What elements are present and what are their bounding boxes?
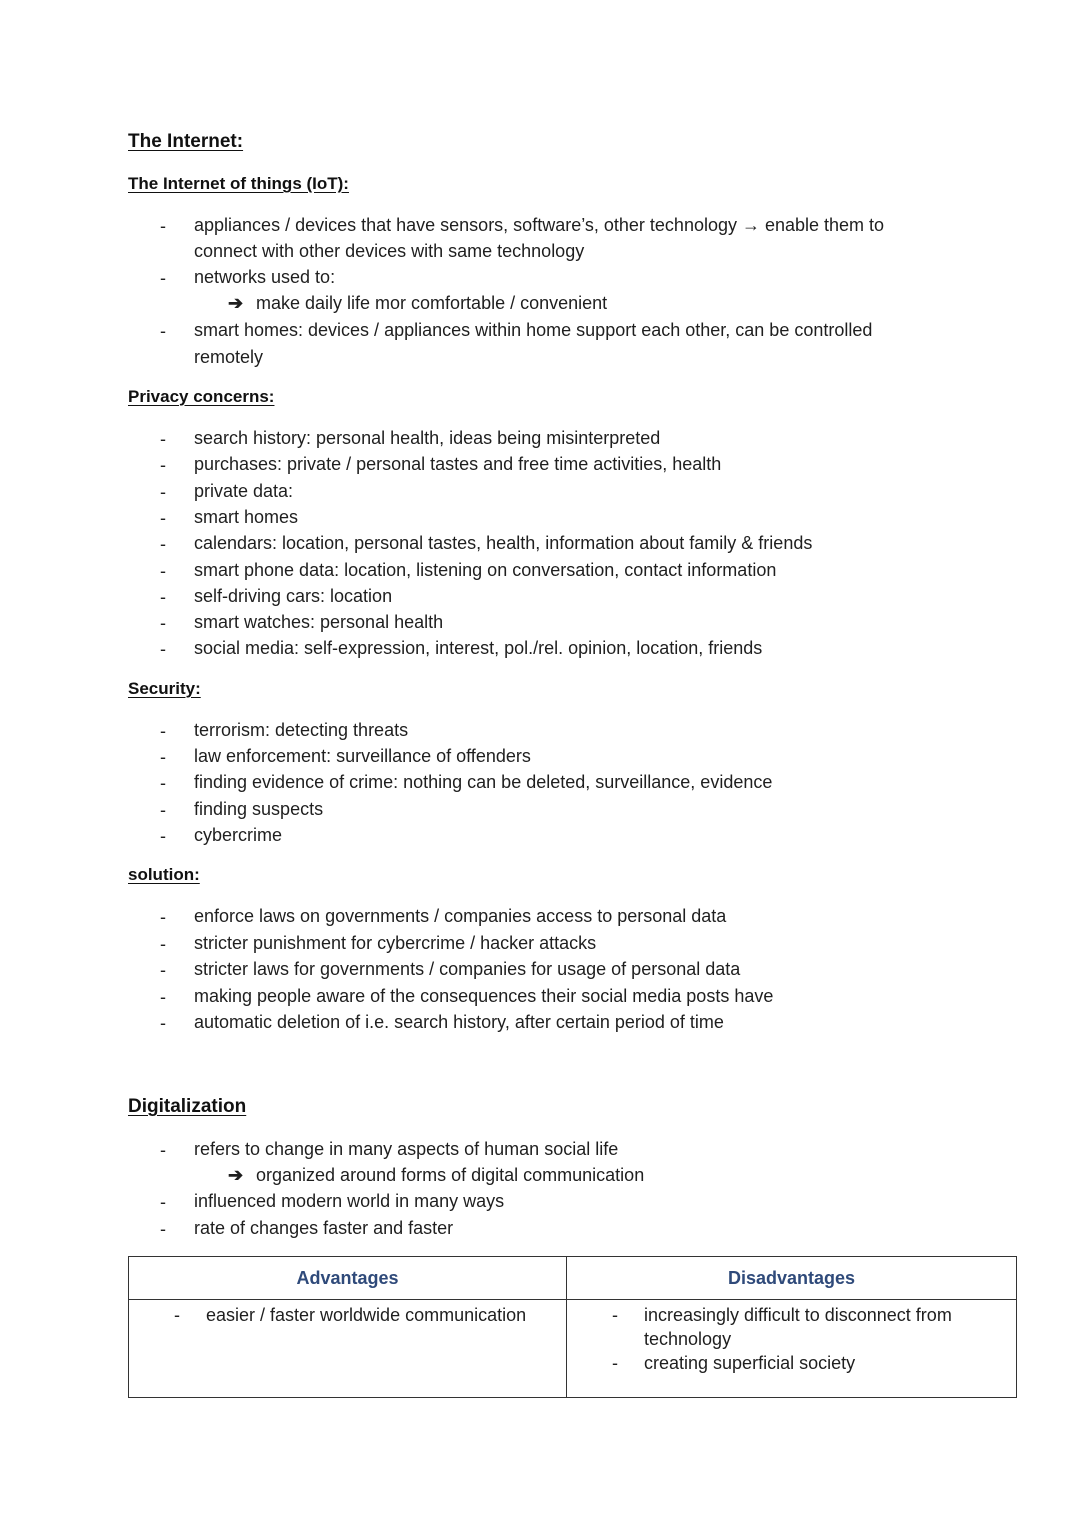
page-title: The Internet: <box>128 131 244 152</box>
disadvantage-text: creating superficial society <box>644 1353 856 1373</box>
iot-item: connect with other devices with same technology <box>194 241 585 261</box>
bullet-dash: - <box>160 482 166 502</box>
digitalization-item: influenced modern world in many ways <box>194 1191 505 1211</box>
digitalization-item: rate of changes faster and faster <box>194 1218 454 1238</box>
bullet-dash: - <box>160 508 166 528</box>
right-arrow-icon: ➔ <box>228 1165 244 1185</box>
advantage-text: easier / faster worldwide communication <box>206 1305 527 1325</box>
bullet-dash: - <box>160 1013 166 1033</box>
iot-item: networks used to: <box>194 267 336 287</box>
privacy-item: smart homes <box>194 507 299 527</box>
bullet-dash: - <box>160 747 166 767</box>
disadvantage-item <box>568 1303 1015 1351</box>
bullet-dash: - <box>160 826 166 846</box>
iot-item: smart homes: devices / appliances within home support each other, can be controlled <box>194 320 873 340</box>
bullet-dash: - <box>160 561 166 581</box>
iot-heading: The Internet of things (IoT): <box>128 174 349 193</box>
digitalization-item: refers to change in many aspects of human social life <box>194 1139 619 1159</box>
bullet-dash: - <box>160 455 166 475</box>
bullet-dash: - <box>160 534 166 554</box>
privacy-heading: Privacy concerns: <box>128 387 275 406</box>
security-item: finding suspects <box>194 799 324 819</box>
privacy-item: smart phone data: location, listening on conversation, contact information <box>194 560 777 580</box>
bullet-dash: - <box>160 960 166 980</box>
digitalization-subitem <box>228 1164 644 1186</box>
privacy-item: private data: <box>194 481 294 501</box>
solution-item: stricter punishment for cybercrime / hacker attacks <box>194 933 597 953</box>
advantages-header: Advantages <box>129 1257 567 1300</box>
disadvantage-text-continued: technology <box>644 1329 732 1349</box>
privacy-item: purchases: private / personal tastes and free time activities, health <box>194 454 722 474</box>
bullet-dash: - <box>174 1305 180 1325</box>
bullet-dash: - <box>160 907 166 927</box>
bullet-dash: - <box>612 1305 618 1325</box>
security-item: finding evidence of crime: nothing can be deleted, surveillance, evidence <box>194 772 773 792</box>
iot-subitem-text: make daily life mor comfortable / convenient <box>256 293 608 313</box>
security-item: cybercrime <box>194 825 283 845</box>
right-arrow-icon: ➔ <box>228 293 244 313</box>
bullet-dash: - <box>160 1219 166 1239</box>
bullet-dash: - <box>160 429 166 449</box>
iot-item: remotely <box>194 347 264 367</box>
privacy-item: calendars: location, personal tastes, health, information about family & friends <box>194 533 813 553</box>
bullet-dash: - <box>612 1353 618 1373</box>
privacy-item: self-driving cars: location <box>194 586 393 606</box>
bullet-dash: - <box>160 1140 166 1160</box>
solution-heading: solution: <box>128 865 200 884</box>
disadvantages-header: Disadvantages <box>567 1257 1017 1300</box>
solution-item: enforce laws on governments / companies access to personal data <box>194 906 727 926</box>
iot-item: appliances / devices that have sensors, software’s, other technology → enable them to <box>194 215 885 235</box>
solution-item: automatic deletion of i.e. search history, after certain period of time <box>194 1012 724 1032</box>
solution-item: making people aware of the consequences their social media posts have <box>194 986 774 1006</box>
disadvantages-cell <box>567 1300 1017 1398</box>
security-item: terrorism: detecting threats <box>194 720 409 740</box>
disadvantage-item <box>568 1351 1015 1375</box>
bullet-dash: - <box>160 321 166 341</box>
advantages-disadvantages-table <box>128 1256 1017 1398</box>
digitalization-heading: Digitalization <box>128 1096 247 1117</box>
advantages-cell <box>129 1300 567 1398</box>
bullet-dash: - <box>160 1192 166 1212</box>
bullet-dash: - <box>160 613 166 633</box>
bullet-dash: - <box>160 639 166 659</box>
bullet-dash: - <box>160 587 166 607</box>
bullet-dash: - <box>160 216 166 236</box>
privacy-item: search history: personal health, ideas being misinterpreted <box>194 428 661 448</box>
disadvantage-text: increasingly difficult to disconnect from <box>644 1305 952 1325</box>
bullet-dash: - <box>160 934 166 954</box>
security-item: law enforcement: surveillance of offenders <box>194 746 531 766</box>
advantage-item <box>130 1303 565 1327</box>
digitalization-subitem-text: organized around forms of digital communication <box>256 1165 645 1185</box>
bullet-dash: - <box>160 721 166 741</box>
bullet-dash: - <box>160 800 166 820</box>
bullet-dash: - <box>160 987 166 1007</box>
bullet-dash: - <box>160 773 166 793</box>
iot-subitem <box>228 292 607 314</box>
bullet-dash: - <box>160 268 166 288</box>
solution-item: stricter laws for governments / companies for usage of personal data <box>194 959 741 979</box>
privacy-item: smart watches: personal health <box>194 612 444 632</box>
privacy-item: social media: self-expression, interest, pol./rel. opinion, location, friends <box>194 638 763 658</box>
security-heading: Security: <box>128 679 201 698</box>
